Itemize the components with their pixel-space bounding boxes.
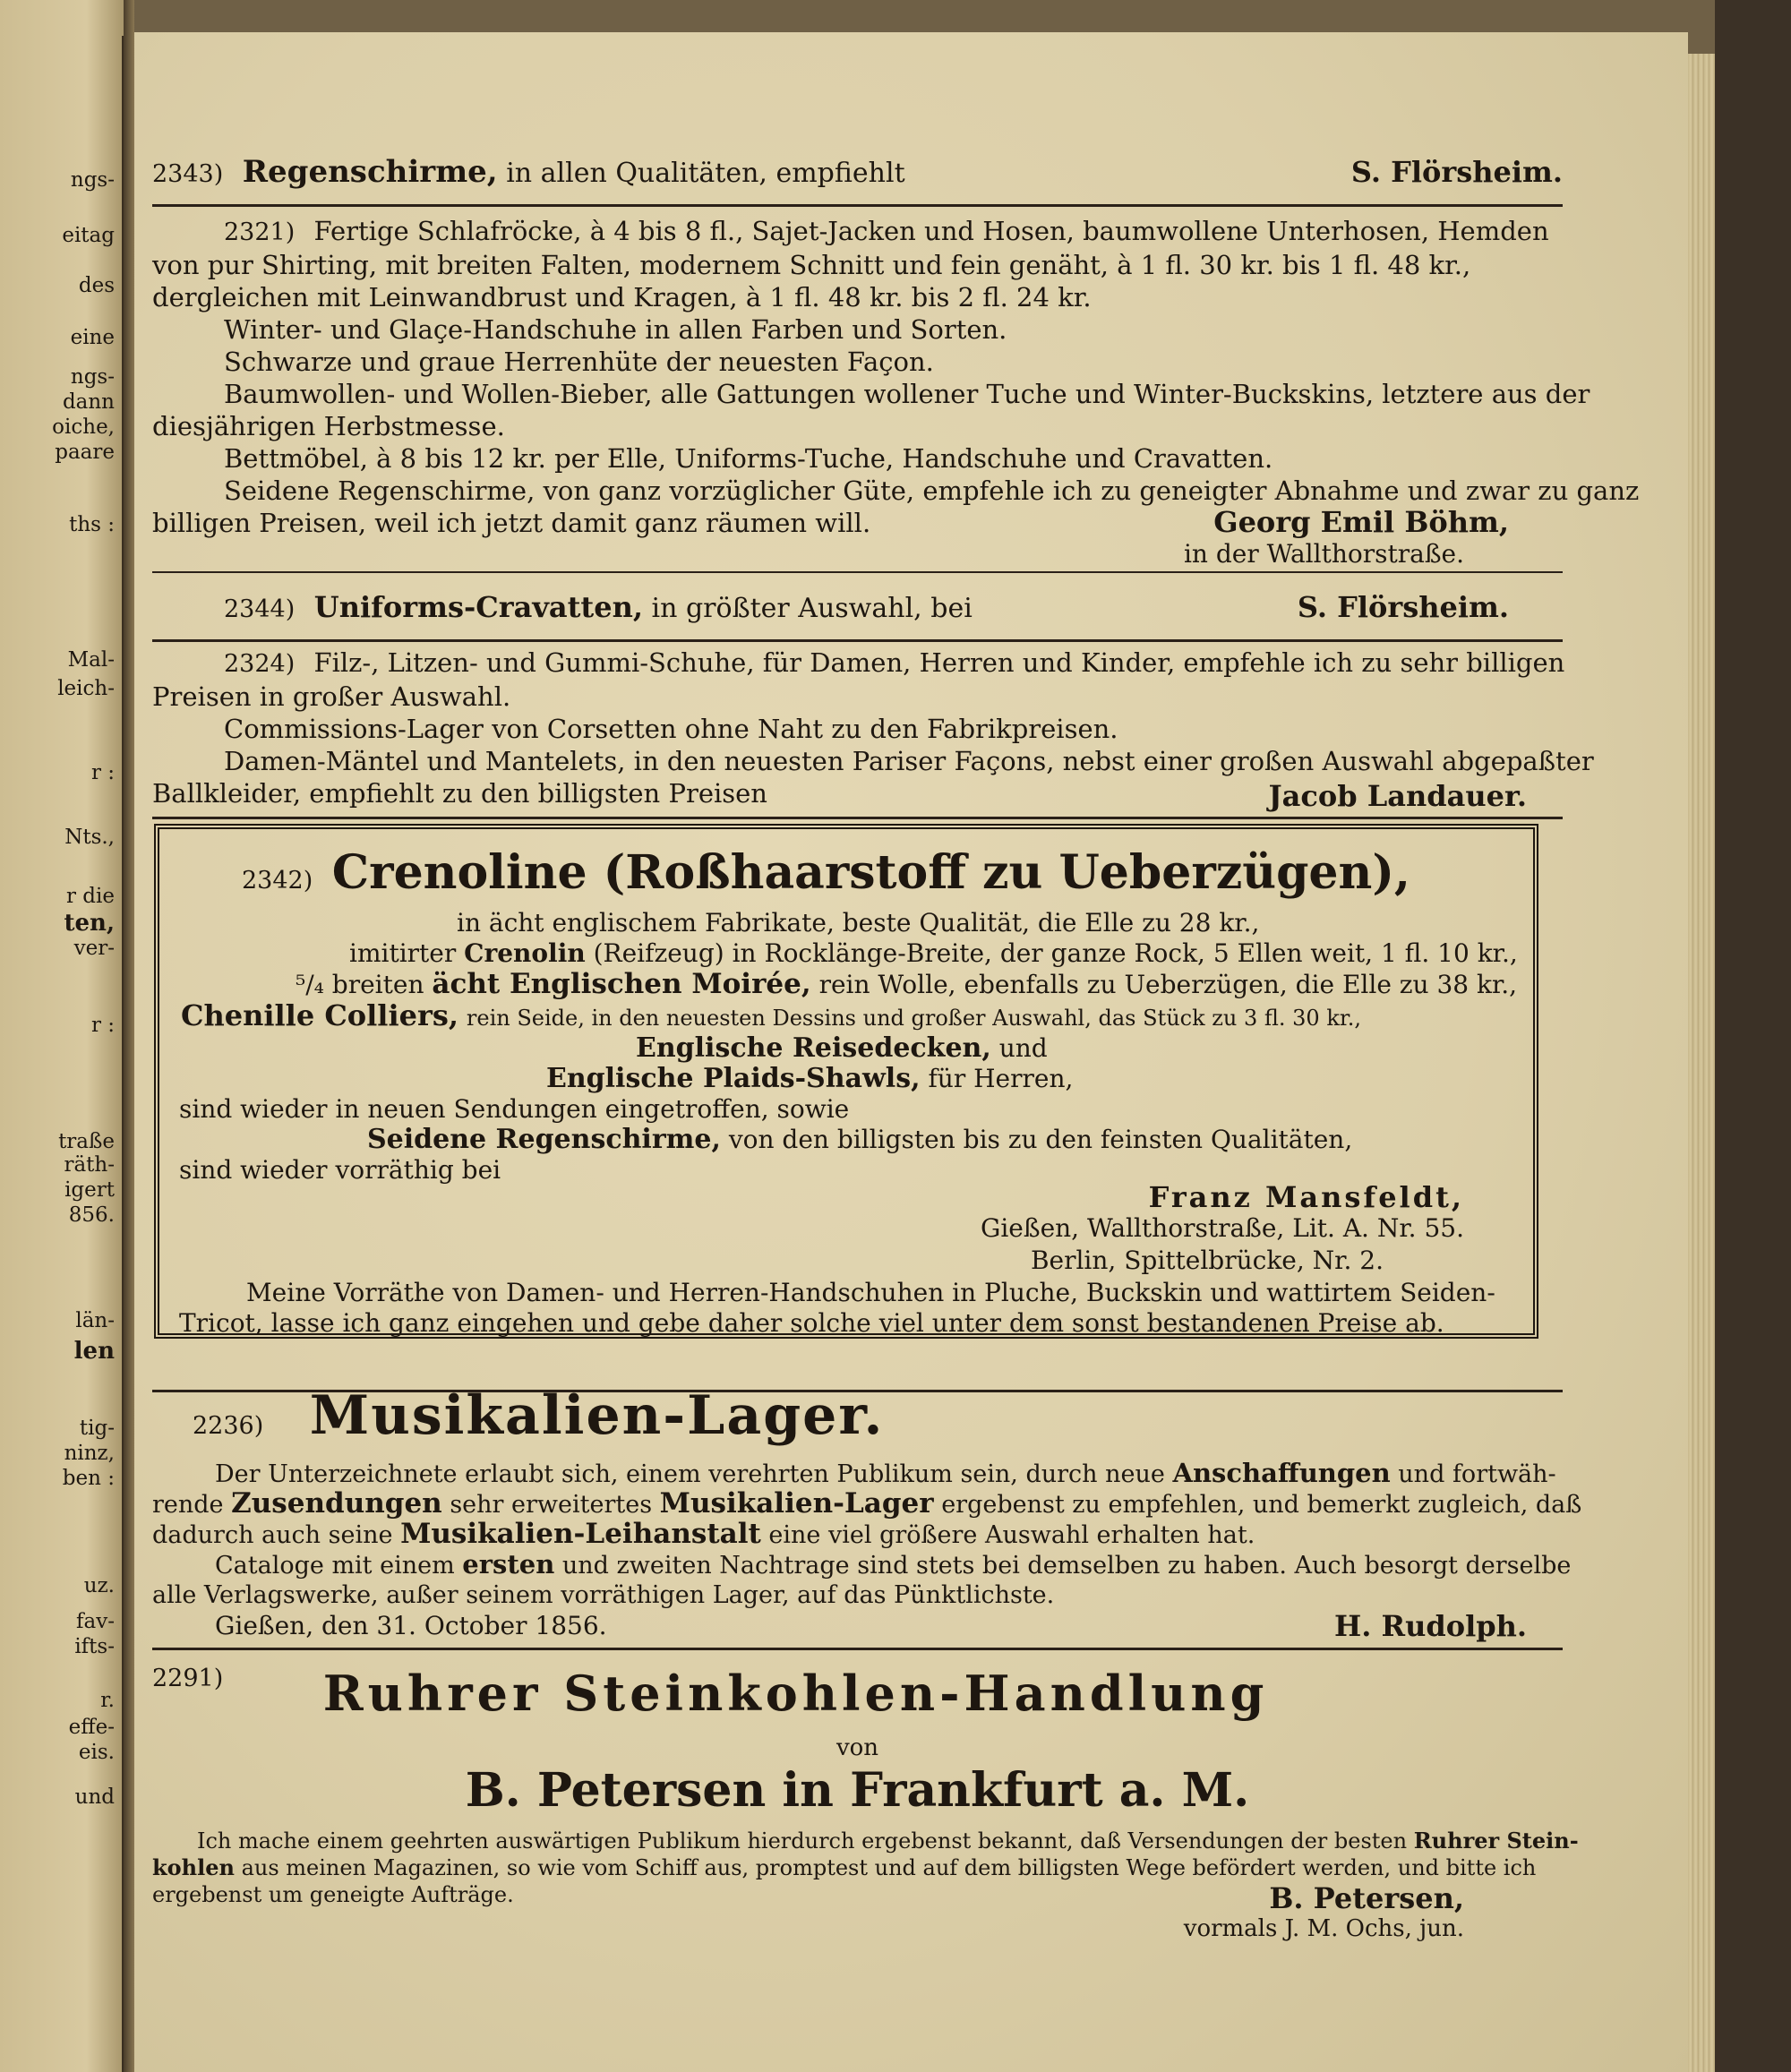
ad-emphasis: Anschaffungen (1172, 1458, 1391, 1488)
ad-line: Commissions-Lager von Corsetten ohne Naht zu den Fabrikpreisen. (224, 714, 1118, 744)
ad-number: 2236) (193, 1412, 264, 1440)
ad-line: Ballkleider, empfiehlt zu den billigsten Preisen (152, 778, 767, 809)
ad-2236 (152, 1383, 1582, 1643)
ad-line: diesjährigen Herbstmesse. (152, 411, 505, 441)
ad-text: und (998, 1033, 1048, 1063)
ad-line: Meine Vorräthe von Damen- und Herren-Handschuhen in Pluche, Buckskin und wattirtem Seiden- (246, 1278, 1495, 1307)
ad-address: Berlin, Spittelbrücke, Nr. 2. (1030, 1246, 1384, 1275)
ad-text: (Reifzeug) in Rocklänge-Breite, der ganze Rock, 5 Ellen weit, 1 fl. 10 kr., (593, 938, 1518, 968)
ad-signature: B. Petersen, (1269, 1881, 1464, 1915)
left-margin-fragment: Nts., (64, 826, 115, 849)
ad-number: 2291) (152, 1665, 224, 1692)
left-margin-fragment: ninz, (64, 1442, 115, 1465)
ad-signature: Georg Emil Böhm, (1213, 505, 1509, 539)
left-margin-fragment: 856. (68, 1203, 115, 1227)
ad-line: sind wieder in neuen Sendungen eingetroffen, sowie (179, 1094, 850, 1124)
left-margin-fragment: eitag (62, 224, 115, 247)
left-margin-fragment: und (74, 1785, 115, 1809)
left-margin-fragment: des (78, 274, 115, 297)
ad-text: in größter Auswahl, bei (651, 593, 973, 624)
ad-text: von den billigsten bis zu den feinsten Qualitäten, (728, 1125, 1353, 1154)
ad-number: 2321) (224, 218, 296, 246)
ad-text: imitirter (349, 938, 457, 968)
left-margin-fragment: r. (100, 1689, 115, 1712)
left-margin-fragment: ths : (69, 513, 115, 536)
ad-line: Damen-Mäntel und Mantelets, in den neuesten Pariser Façons, nebst einer großen Auswahl abgepaßter (224, 746, 1594, 776)
ad-text: Cataloge mit einem (215, 1552, 455, 1580)
ad-signature: S. Flörsheim. (1297, 590, 1509, 624)
left-margin-fragment: ben : (62, 1467, 115, 1490)
divider (152, 817, 1563, 819)
ad-text: dadurch auch seine (152, 1521, 393, 1549)
ad-emphasis: Zusendungen (231, 1487, 442, 1520)
left-margin-fragment: räth- (64, 1153, 115, 1177)
left-margin-fragment: oiche, (52, 415, 115, 439)
ad-text: und fortwäh- (1398, 1460, 1556, 1488)
ad-line: in ächt englischem Fabrikate, beste Qualität, die Elle zu 28 kr., (457, 908, 1260, 938)
left-margin-fragment: fav- (76, 1610, 115, 1633)
ad-line: Filz-, Litzen- und Gummi-Schuhe, für Damen, Herren und Kinder, empfehle ich zu sehr billigen (313, 647, 1565, 678)
ad-number: 2324) (224, 650, 296, 678)
ad-address: in der Wallthorstraße. (1183, 539, 1464, 569)
ad-headline: Uniforms-Cravatten, (313, 590, 643, 624)
ad-2291 (152, 1661, 1579, 1948)
ad-address: Gießen, Wallthorstraße, Lit. A. Nr. 55. (980, 1213, 1464, 1243)
ad-text: für Herren, (928, 1064, 1074, 1093)
left-margin-fragment: ten, (64, 910, 115, 937)
ad-text: eine viel größere Auswahl erhalten hat. (768, 1521, 1255, 1549)
ad-emphasis: Englische Plaids-Shawls, (546, 1063, 921, 1094)
ad-date: Gießen, den 31. October 1856. (215, 1611, 607, 1640)
ad-line: von pur Shirting, mit breiten Falten, modernem Schnitt und fein genäht, à 1 fl. 30 kr. bis 1 fl. 48 kr., (152, 250, 1471, 280)
ad-von: von (836, 1734, 879, 1761)
ad-number: 2343) (152, 160, 224, 188)
left-margin-fragment: leich- (57, 677, 115, 700)
ad-text: Der Unterzeichnete erlaubt sich, einem verehrten Publikum sein, durch neue (215, 1460, 1165, 1488)
ad-emphasis: ersten (462, 1549, 555, 1580)
left-margin-fragment: r : (90, 761, 115, 784)
ad-line: Bettmöbel, à 8 bis 12 kr. per Elle, Uniforms-Tuche, Handschuhe und Cravatten. (224, 443, 1273, 474)
left-margin-fragment: paare (55, 441, 115, 464)
left-margin-fragment: Mal- (67, 648, 115, 672)
ad-line: Schwarze und graue Herrenhüte der neuesten Façon. (224, 347, 934, 377)
ad-signature: Franz Mansfeldt, (1148, 1180, 1464, 1214)
left-margin-fragment: ifts- (74, 1635, 115, 1658)
ad-firm: B. Petersen in Frankfurt a. M. (465, 1763, 1250, 1818)
ad-address: vormals J. M. Ochs, jun. (1183, 1915, 1464, 1942)
divider (152, 571, 1563, 573)
ad-emphasis: kohlen (152, 1854, 235, 1880)
ad-text: aus meinen Magazinen, so wie vom Schiff aus, promptest und auf dem billigsten Wege befördert werden, und bitte ich (241, 1855, 1537, 1880)
ad-number: 2342) (242, 867, 313, 895)
ad-signature: S. Flörsheim. (1350, 155, 1563, 189)
left-margin-fragment: ngs- (70, 168, 115, 192)
left-margin-fragment: eine (70, 326, 115, 349)
ad-headline: Musikalien-Lager. (309, 1384, 885, 1447)
ad-text: rein Wolle, ebenfalls zu Ueberzügen, die Elle zu 38 kr., (818, 970, 1518, 999)
left-margin-fragment: traße (58, 1130, 115, 1153)
left-margin-fragment: len (73, 1338, 115, 1365)
ad-emphasis: Englische Reisedecken, (636, 1032, 991, 1064)
ad-emphasis: Seidene Regenschirme, (367, 1124, 721, 1155)
divider (152, 1648, 1563, 1650)
left-margin-fragment: dann (62, 390, 115, 414)
ad-2342 (152, 845, 1563, 1338)
left-margin-fragment: r die (66, 885, 115, 908)
ad-emphasis: Crenolin (464, 938, 586, 968)
ad-text: sehr erweitertes (450, 1491, 653, 1519)
ad-line: Preisen in großer Auswahl. (152, 681, 511, 712)
left-margin-fragment: tig- (79, 1417, 115, 1440)
left-margin-fragment: uz. (83, 1574, 115, 1597)
ad-text: ergebenst zu empfehlen, und bemerkt zugleich, daß (941, 1491, 1582, 1519)
ad-line: Fertige Schlafröcke, à 4 bis 8 fl., Sajet-Jacken und Hosen, baumwollene Unterhosen, Hemden (313, 216, 1549, 246)
left-margin-fragment: län- (75, 1309, 115, 1332)
ad-text: und zweiten Nachtrage sind stets bei demselben zu haben. Auch besorgt derselbe (561, 1552, 1572, 1580)
ad-2324 (152, 646, 1594, 817)
ad-emphasis: Ruhrer Stein- (1413, 1828, 1579, 1854)
ad-line: Tricot, lasse ich ganz eingehen und gebe daher solche viel unter dem sonst bestandenen Preise ab. (179, 1308, 1444, 1338)
ad-emphasis: Chenille Colliers, (181, 998, 458, 1032)
ad-emphasis: Musikalien-Lager (659, 1487, 934, 1520)
ad-text: ⁵/₄ breiten (296, 970, 424, 999)
ad-number: 2344) (224, 595, 296, 623)
ad-text: in allen Qualitäten, empfiehlt (506, 158, 905, 189)
ad-line: dergleichen mit Leinwandbrust und Kragen, à 1 fl. 48 kr. bis 2 fl. 24 kr. (152, 282, 1092, 313)
ad-2343 (152, 156, 1563, 191)
ad-line: Baumwollen- und Wollen-Bieber, alle Gattungen wollener Tuche und Winter-Buckskins, letztere aus der (224, 379, 1590, 409)
left-margin-fragment: effe- (68, 1716, 115, 1739)
ad-signature: H. Rudolph. (1333, 1609, 1527, 1643)
ad-text: Ich mache einem geehrten auswärtigen Publikum hierdurch ergebenst bekannt, daß Versendungen der besten (197, 1828, 1408, 1854)
left-margin-fragment: r : (90, 1014, 115, 1037)
divider (152, 639, 1563, 642)
ad-emphasis: ächt Englischen Moirée, (432, 968, 811, 1000)
ad-line: Seidene Regenschirme, von ganz vorzüglicher Güte, empfehle ich zu geneigter Abnahme und zwar zu ganz (224, 475, 1640, 506)
ad-text: rein Seide, in den neuesten Dessins und großer Auswahl, das Stück zu 3 fl. 30 kr., (466, 1006, 1361, 1031)
left-margin-fragment: ngs- (70, 365, 115, 389)
ad-2321 (152, 215, 1640, 573)
left-margin-fragment: igert (64, 1178, 115, 1202)
ad-line: sind wieder vorräthig bei (179, 1155, 501, 1185)
ad-headline: Regenschirme, (242, 154, 498, 190)
ad-2344 (152, 591, 1563, 626)
left-margin-fragment: ver- (73, 937, 115, 960)
ad-emphasis: Musikalien-Leihanstalt (400, 1518, 761, 1550)
ad-headline: Ruhrer Steinkohlen-Handlung (322, 1665, 1269, 1722)
ad-line: alle Verlagswerke, außer seinem vorräthigen Lager, auf das Pünktlichste. (152, 1581, 1055, 1609)
left-margin-fragment: eis. (78, 1741, 115, 1764)
ad-line: billigen Preisen, weil ich jetzt damit ganz räumen will. (152, 508, 871, 538)
ad-headline: Crenoline (Roßhaarstoff zu Ueberzügen), (331, 845, 1411, 900)
divider (152, 204, 1563, 207)
ad-line: ergebenst um geneigte Aufträge. (152, 1882, 514, 1907)
ad-text: rende (152, 1491, 224, 1519)
ad-line: Winter- und Glaçe-Handschuhe in allen Farben und Sorten. (224, 314, 1007, 345)
ad-signature: Jacob Landauer. (1268, 779, 1527, 813)
